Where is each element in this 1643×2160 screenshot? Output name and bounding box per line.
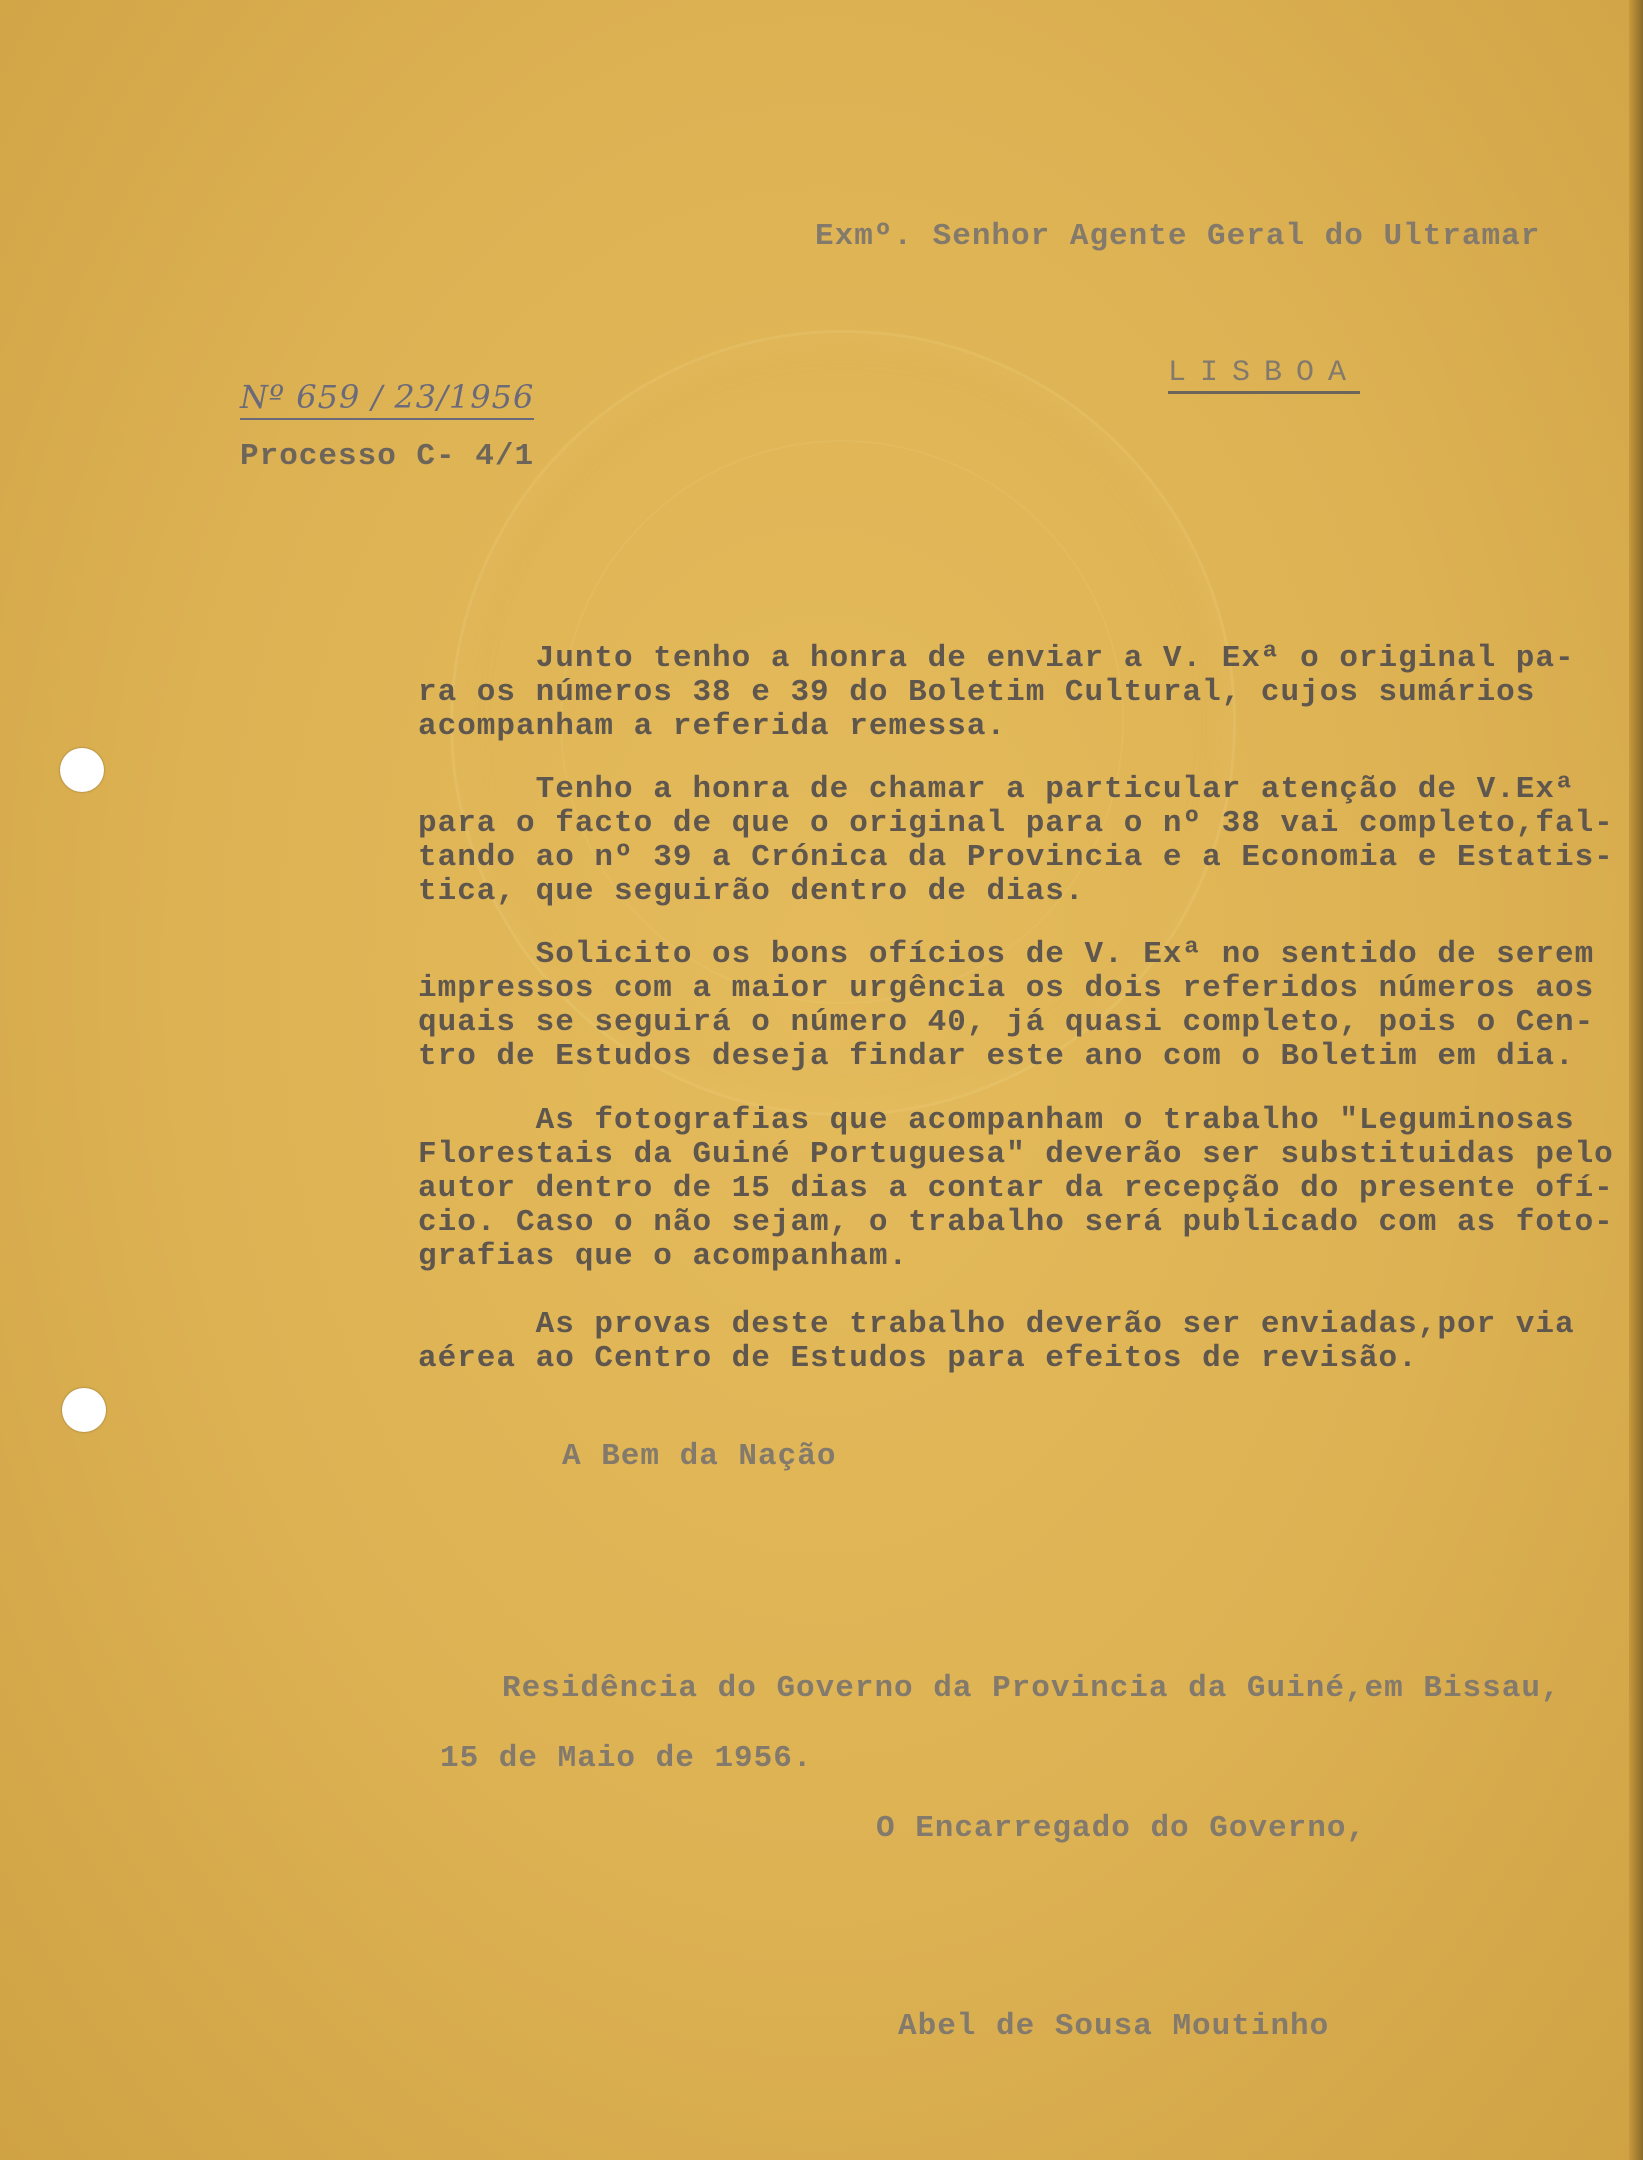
reference-number: Nº 659 / 23/1956 bbox=[240, 378, 534, 420]
signatory-name: Abel de Sousa Moutinho bbox=[898, 2009, 1330, 2044]
process-number: Processo C- 4/1 bbox=[240, 439, 535, 474]
paragraph-5: As provas deste trabalho deverão ser enviadas,por via aérea ao Centro de Estudos para efeitos de revisão. bbox=[418, 1307, 1575, 1376]
paragraph-1: Junto tenho a honra de enviar a V. Exª o original pa- ra os números 38 e 39 do Boletim Cultural, cujos sumários acompanham a referida remessa. bbox=[418, 641, 1575, 744]
addressee: Exmº. Senhor Agente Geral do Ultramar bbox=[815, 219, 1541, 254]
paragraph-4: As fotografias que acompanham o trabalho "Leguminosas Florestais da Guiné Portuguesa" deverão ser substituidas pelo autor dentro de 15 dias a contar da recepção do presente ofí- cio. Caso o não sejam, o trabalho será publicado com as foto- grafias que o acompanham. bbox=[418, 1103, 1614, 1274]
punch-hole bbox=[60, 748, 104, 792]
punch-hole bbox=[62, 1388, 106, 1432]
signatory-role: O Encarregado do Governo, bbox=[876, 1811, 1367, 1846]
closing: A Bem da Nação bbox=[562, 1439, 837, 1474]
paper-edge bbox=[1629, 0, 1643, 2160]
place-line: Residência do Governo da Provincia da Guiné,em Bissau, bbox=[502, 1671, 1561, 1706]
paragraph-2: Tenho a honra de chamar a particular atenção de V.Exª para o facto de que o original para o nº 38 vai completo,fal- tando ao nº 39 a Crónica da Provincia e a Economia e Estatis- tica, que seguirão dentro de dias. bbox=[418, 772, 1614, 909]
paragraph-3: Solicito os bons ofícios de V. Exª no sentido de serem impressos com a maior urgência os dois referidos números aos quais se seguirá o número 40, já quasi completo, pois o Cen- tro de Estudos deseja findar este ano com o Boletim em dia. bbox=[418, 937, 1595, 1074]
date-line: 15 de Maio de 1956. bbox=[440, 1741, 813, 1776]
city: LISBOA bbox=[1168, 356, 1360, 394]
